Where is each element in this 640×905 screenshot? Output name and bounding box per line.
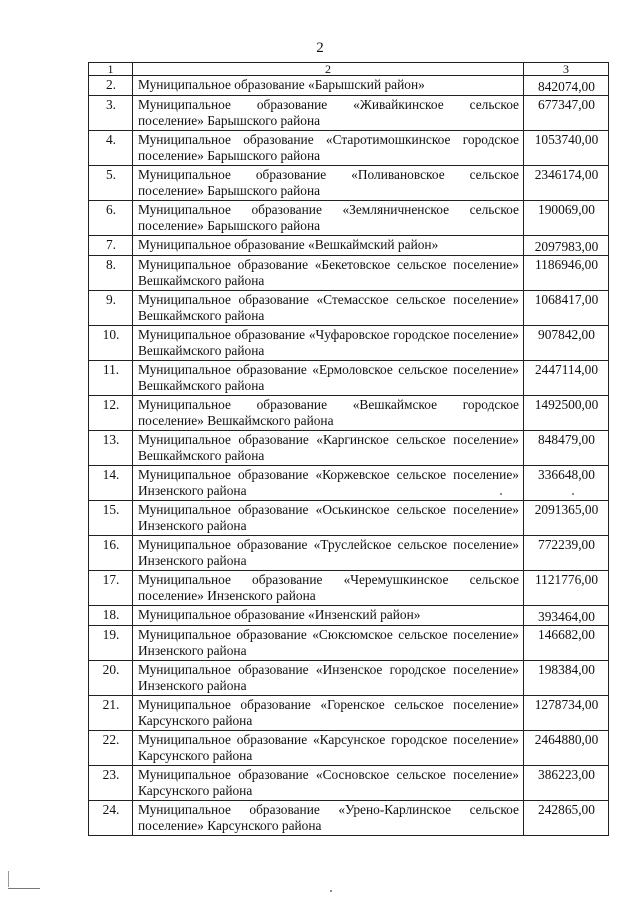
row-number: 13. [89, 431, 133, 466]
table-row [89, 536, 609, 571]
municipality-name: Муниципальное образование «Инзенское городское поселение» Инзенского района [133, 661, 524, 696]
table-header-row [89, 63, 609, 76]
row-number: 2. [89, 76, 133, 96]
allocation-amount: 1186946,00 [524, 256, 609, 291]
municipality-name: Муниципальное образование «Вешкаймский район» [133, 236, 524, 256]
table-row [89, 166, 609, 201]
table-row [89, 236, 609, 256]
allocation-amount: 677347,00 [524, 96, 609, 131]
table-row [89, 361, 609, 396]
row-number: 5. [89, 166, 133, 201]
row-number: 8. [89, 256, 133, 291]
municipality-name: Муниципальное образование «Карсунское городское поселение» Карсунского района [133, 731, 524, 766]
municipality-name: Муниципальное образование «Горенское сельское поселение» Карсунского района [133, 696, 524, 731]
allocation-amount: 907842,00 [524, 326, 609, 361]
allocation-amount: 146682,00 [524, 626, 609, 661]
municipality-name: Муниципальное образование «Урено-Карлинское сельское поселение» Карсунского района [133, 801, 524, 836]
row-number: 21. [89, 696, 133, 731]
row-number: 7. [89, 236, 133, 256]
allocation-amount: 1068417,00 [524, 291, 609, 326]
allocation-amount: 2447114,00 [524, 361, 609, 396]
table-row [89, 501, 609, 536]
row-number: 4. [89, 131, 133, 166]
allocation-amount: 772239,00 [524, 536, 609, 571]
row-number: 9. [89, 291, 133, 326]
allocation-amount: 336648,00 [524, 466, 609, 501]
municipality-name: Муниципальное образование «Сосновское сельское поселение» Карсунского района [133, 766, 524, 801]
municipality-name: Муниципальное образование «Старотимошкинское городское поселение» Барышского района [133, 131, 524, 166]
table-row [89, 571, 609, 606]
row-number: 20. [89, 661, 133, 696]
allocation-amount: 198384,00 [524, 661, 609, 696]
scan-speck [572, 493, 574, 495]
municipality-name: Муниципальное образование «Каргинское сельское поселение» Вешкаймского района [133, 431, 524, 466]
table-row [89, 731, 609, 766]
table-row [89, 326, 609, 361]
table-row [89, 76, 609, 96]
allocation-amount: 842074,00 [524, 76, 609, 96]
row-number: 15. [89, 501, 133, 536]
scan-speck [500, 493, 502, 495]
municipality-name: Муниципальное образование «Стемасское сельское поселение» Вешкаймского района [133, 291, 524, 326]
allocation-amount: 190069,00 [524, 201, 609, 236]
table-row [89, 606, 609, 626]
allocation-amount: 1121776,00 [524, 571, 609, 606]
table-row [89, 396, 609, 431]
table-row [89, 626, 609, 661]
municipality-name: Муниципальное образование «Коржевское сельское поселение» Инзенского района [133, 466, 524, 501]
table-row [89, 661, 609, 696]
table-row [89, 131, 609, 166]
scan-edge-line [8, 871, 10, 887]
row-number: 6. [89, 201, 133, 236]
allocation-amount: 2346174,00 [524, 166, 609, 201]
row-number: 11. [89, 361, 133, 396]
allocation-amount: 1278734,00 [524, 696, 609, 731]
page-number: 2 [316, 40, 324, 56]
scan-speck [330, 890, 332, 892]
municipality-name: Муниципальное образование «Ермоловское сельское поселение» Вешкаймского района [133, 361, 524, 396]
allocation-amount: 848479,00 [524, 431, 609, 466]
table-row [89, 201, 609, 236]
allocation-amount: 2091365,00 [524, 501, 609, 536]
allocation-amount: 393464,00 [524, 606, 609, 626]
allocation-amount: 2464880,00 [524, 731, 609, 766]
row-number: 23. [89, 766, 133, 801]
municipality-name: Муниципальное образование «Земляничненское сельское поселение» Барышского района [133, 201, 524, 236]
row-number: 22. [89, 731, 133, 766]
municipality-name: Муниципальное образование «Труслейское сельское поселение» Инзенского района [133, 536, 524, 571]
municipality-name: Муниципальное образование «Инзенский район» [133, 606, 524, 626]
scan-edge-line [8, 888, 40, 889]
table-row [89, 801, 609, 836]
allocation-amount: 1053740,00 [524, 131, 609, 166]
municipality-name: Муниципальное образование «Оськинское сельское поселение» Инзенского района [133, 501, 524, 536]
row-number: 17. [89, 571, 133, 606]
table-row [89, 96, 609, 131]
municipality-name: Муниципальное образование «Живайкинское сельское поселение» Барышского района [133, 96, 524, 131]
municipality-name: Муниципальное образование «Барышский район» [133, 76, 524, 96]
table-row [89, 466, 609, 501]
row-number: 18. [89, 606, 133, 626]
header-col-2: 2 [133, 63, 524, 76]
municipality-name: Муниципальное образование «Сюксюмское сельское поселение» Инзенского района [133, 626, 524, 661]
municipality-name: Муниципальное образование «Поливановское сельское поселение» Барышского района [133, 166, 524, 201]
municipality-name: Муниципальное образование «Вешкаймское городское поселение» Вешкаймского района [133, 396, 524, 431]
row-number: 24. [89, 801, 133, 836]
allocation-amount: 2097983,00 [524, 236, 609, 256]
row-number: 3. [89, 96, 133, 131]
row-number: 19. [89, 626, 133, 661]
allocation-amount: 1492500,00 [524, 396, 609, 431]
header-col-3: 3 [524, 63, 609, 76]
row-number: 16. [89, 536, 133, 571]
row-number: 12. [89, 396, 133, 431]
allocation-table [88, 62, 609, 836]
table-row [89, 696, 609, 731]
municipality-name: Муниципальное образование «Бекетовское сельское поселение» Вешкаймского района [133, 256, 524, 291]
table-row [89, 766, 609, 801]
allocation-amount: 386223,00 [524, 766, 609, 801]
table-row [89, 291, 609, 326]
municipality-name: Муниципальное образование «Черемушкинское сельское поселение» Инзенского района [133, 571, 524, 606]
table-row [89, 431, 609, 466]
row-number: 10. [89, 326, 133, 361]
header-col-1: 1 [89, 63, 133, 76]
municipality-name: Муниципальное образование «Чуфаровское городское поселение» Вешкаймского района [133, 326, 524, 361]
row-number: 14. [89, 466, 133, 501]
allocation-amount: 242865,00 [524, 801, 609, 836]
table-row [89, 256, 609, 291]
